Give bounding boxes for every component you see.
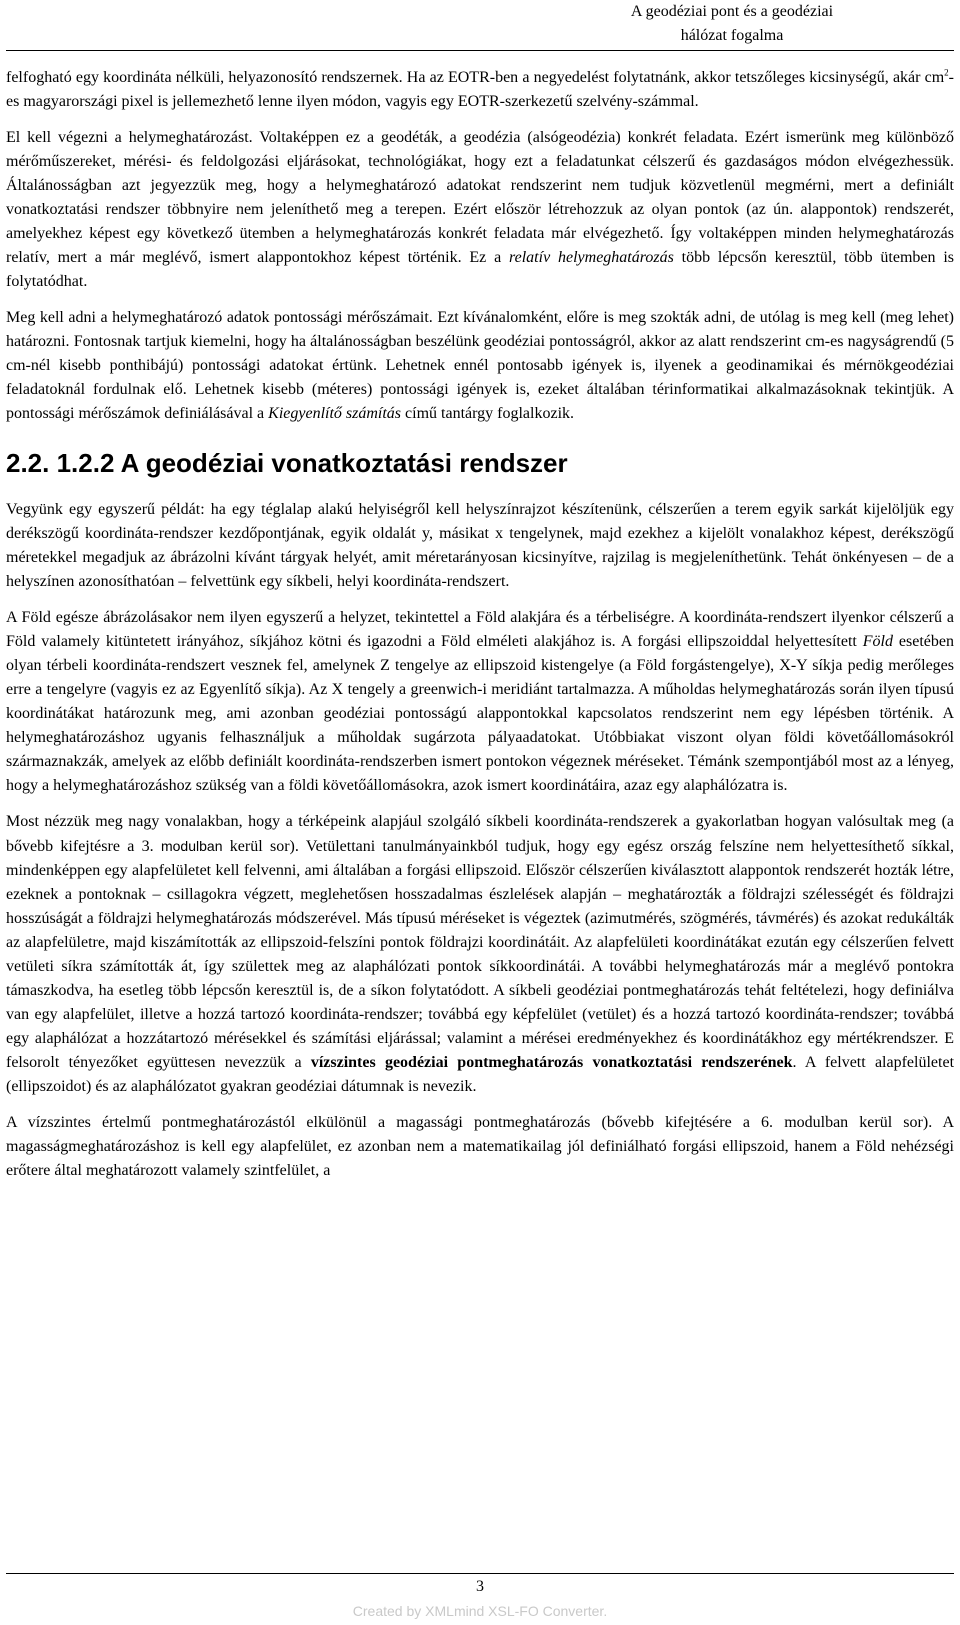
paragraph-3-text-a: Meg kell adni a helymeghatározó adatok pontossági mérőszámait. Ezt kívánalomként, előre is meg szokták adni, de utólag is meg kell (meg lehet) határozni. Fontosnak tartjuk kiemelni, hogy ha általánosságban beszélünk geodéziai pontosságról, akkor az alatt rendszerint cm-es nagyságrendű (5 cm-nél kisebb ponthibájú) pontossági adatokat értünk. Lehetnek ennél pontosabb igények is, ilyenek a geodinamikai és mérnökgeodéziai feladatoknál fordulnak elő. Lehetnek kisebb (méteres) pontossági igények is, ezeket általában térinformatikai alkalmazásoknak tekintjük. A pontossági mérőszámok definiálásával a — [6, 309, 954, 422]
paragraph-2-text-b: több lépcsőn keresztül, több ütemben is folytatódhat. — [6, 249, 955, 290]
paragraph-1-text-a: felfogható egy koordináta nélküli, helyazonosító rendszernek. Ha az EOTR-ben a negyedelést folytatnánk, akkor tetszőleges kicsinységű, akár cm — [6, 69, 945, 86]
paragraph-5-text-a: A Föld egésze ábrázolásakor nem ilyen egyszerű a helyzet, tekintettel a Föld alakjára és a térbeliségre. A koordináta-rendszert ilyenkor célszerű a Föld valamely kitüntetett irányához, síkjához kötni és igazodni a Föld elméleti alakjához is. A forgási ellipszoiddal helyettesített — [6, 609, 954, 650]
paragraph-6 — [6, 810, 954, 1099]
footer-divider — [6, 1573, 954, 1574]
paragraph-1 — [6, 66, 954, 114]
running-header — [532, 0, 932, 48]
paragraph-2-text-a: El kell végezni a helymeghatározást. Voltaképpen ez a geodéták, a geodézia (alsógeodézia) konkrét feladata. Ezért ismerünk meg különböző mérőműszereket, mérési- és feldolgozási eljárásokat, technológiákat, hogy ezt a feladatunkat célszerű és gazdaságos módon elvégezhessük. Általánosságban azt jegyezzük meg, hogy a helymeghatározó adatokat rendszerint nem tudjuk közvetlenül megmérni, mert a definiált vonatkoztatási rendszer többnyire nem jeleníthető meg a terepen. Ezért először létrehozzuk az olyan pontok (az ún. alappontok) rendszerét, amelyekhez képest egy következő ütemben a helymeghatározás konkrét feladata már elvégezhető. Így voltaképpen minden helymeghatározás relatív, mert a már meglévő, ismert alappontokhoz képest történik. Ez a — [6, 129, 954, 266]
italic-term: Kiegyenlítő számítás — [268, 405, 402, 422]
header-line-1: A geodéziai pont és a geodéziai — [630, 3, 834, 20]
paragraph-3 — [6, 306, 954, 426]
paragraph-6-text-a: Most nézzük meg nagy vonalakban, hogy a térképeink alapjául szolgáló síkbeli koordináta-rendszerek a gyakorlatban hogyan valósultak meg (a bővebb kifejtésre a 3. — [6, 813, 954, 855]
paragraph-4: Vegyünk egy egyszerű példát: ha egy téglalap alakú helyiségről kell helyszínrajzot készítenünk, célszerűen a terem egyik sarkát kijelöljük egy derékszögű koordináta-rendszer kezdőpontjának, egyik oldalát y, másikat x tengelynek, majd ezekhez a kijelölt vonalakhoz képest, derékszögű méretekkel megadjuk az ábrázolni kívánt tárgyak helyét, amit méretarányosan kicsinyítve, rajzilag is megjeleníthetünk. Tehát önkényesen – de a helyszínen azonosíthatóan – felvettünk egy síkbeli, helyi koordináta-rendszert. — [6, 501, 954, 590]
paragraph-6-text-c: . A felvett alapfelületet (ellipszoidot) és az alaphálózatot gyakran geodéziai dátumnak is nevezik. — [6, 1054, 955, 1095]
paragraph-5 — [6, 606, 954, 798]
page-body — [6, 66, 954, 1195]
superscript: 2 — [944, 67, 949, 78]
modul-word: modulban — [160, 838, 223, 854]
header-divider — [6, 50, 954, 51]
converter-credit: Created by XMLmind XSL-FO Converter. — [352, 1603, 608, 1619]
paragraph-3-text-b: című tantárgy foglalkozik. — [401, 405, 575, 422]
paragraph-6-text-b: kerül sor). Vetülettani tanulmányainkból tudjuk, hogy egy egész ország felszíne nem helyettesíthető síkkal, mindenképpen egy alapfelületet kell felvenni, ami általában a forgási ellipszoid. Először célszerűen kiválasztott alappontok rendszerét hozták létre, ezeknek a pontoknak – csillagokra végzett, meglehetősen hosszadalmas észlelések alapján – meghatározták a földrajzi szélességét és földrajzi hosszúságát a földrajzi helymeghatározás módszerével. Más típusú méréseket is végeztek (azimutmérés, szögmérés, távmérés) és azokat redukálták az alapfelületre, majd kiszámították az ellipszoid-felszíni pontok földrajzi koordinátáit. Az alapfelületi koordinátákat ezután egy célszerűen felvett vetületi síkra számították át, így születtek meg az alaphálózati pontok síkkoordinátái. A további helymeghatározás már a meglévő pontokra támaszkodva, ha esetleg több lépcsőn keresztül is, de a síkon folytatódott. A síkbeli geodéziai pontmeghatározás tehát feltételezi, hogy definiálva van egy alapfelület, illetve a hozzá tartozó koordináta-rendszer; továbbá egy képfelület (vetület) és a hozzá tartozó koordináta-rendszer; továbbá egy alaphálózat a hozzátartozó mérésekkel és számítási eljárással; valamint a mérései eredményekhez és koordinátákhoz egy mértékrendszer. E felsorolt tényezőket együttesen nevezzük a — [6, 838, 954, 1071]
header-line-2: hálózat fogalma — [680, 27, 784, 44]
paragraph-2 — [6, 126, 954, 294]
bold-term: vízszintes geodéziai pontmeghatározás vonatkoztatási rendszerének — [310, 1054, 793, 1071]
italic-term: relatív helymeghatározás — [509, 249, 674, 266]
paragraph-1-text-b: -es magyarországi pixel is jellemezhető lenne ilyen módon, vagyis egy EOTR-szerkezetű szelvény-számmal. — [6, 69, 954, 110]
paragraph-7: A vízszintes értelmű pontmeghatározástól elkülönül a magassági pontmeghatározás (bővebb kifejtésére a 6. modulban kerül sor). A magasságmeghatározáshoz is kell egy alapfelület, ez azonban nem a matematikailag jól definiálható forgási ellipszoid, hanem a Föld nehézségi erőtere által meghatározott valamely szintfelület, a — [6, 1114, 954, 1179]
section-heading: 2.2. 1.2.2 A geodéziai vonatkoztatási rendszer — [6, 448, 568, 478]
paragraph-5-text-b: esetében olyan térbeli koordináta-rendszert vesznek fel, amelynek Z tengelye az ellipszoid kistengelye (a Föld forgástengelye), X-Y síkja pedig merőleges erre a tengelyre (vagyis ez az Egyenlítő síkja). Az X tengely a greenwich-i meridiánt tartalmazza. A műholdas helymeghatározás során ilyen típusú koordinátákat határozunk meg, ami azonban geodéziai pontosságú alappontokkal kapcsolatos rendszerint nem egy lépésben történik. A helymeghatározáshoz ugyanis felhasználjuk a műholdak sugárzota pályaadatokat. Utóbbiakat viszont olyan földi követőállomásokról származnakzák, amelyek az előbb definiált koordináta-rendszerben ismert pontokon végeznek méréseket. Témánk szempontjából most az a lényeg, hogy a helymeghatározáshoz szükség van a földi követőállomásokra, azok ismert koordinátáira, azaz egy alaphálózatra is. — [6, 633, 955, 794]
italic-term: Föld — [862, 633, 893, 650]
page-number: 3 — [476, 1578, 484, 1595]
